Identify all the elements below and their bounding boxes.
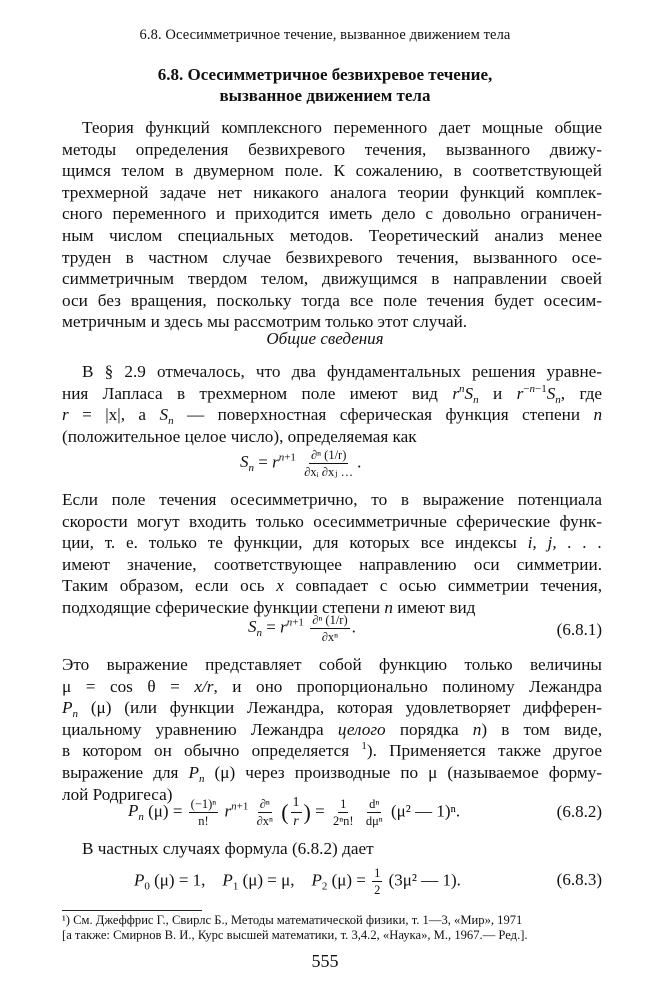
footnote-marker: 1 [361,740,367,753]
formula-6-8-3: $P_0$ (μ) = 1, $P_1$ (μ) = μ, $P_2$ (μ) = $\frac{1}{2}$ (3μ² — 1). [134,866,461,897]
p3-line3a: ции, т. е. только те функции, для которых все индексы [62,533,517,553]
footnote-line1: ¹) См. Джеффрис Г., Свирлс Б., Методы математической физики, т. 1—3, «Мир», 1971 [62,913,523,927]
p2-line2a: ния Лапласа в трехмерном поле имеют вид [62,383,438,403]
intro-line: труден в частном случае безвихревого течения, вызванного осе- [62,247,602,267]
p2-line3a: = |x|, а [82,405,147,425]
p3-line2: скорости могут входить только осесимметричные сферические функ- [62,511,602,531]
section-title [0,64,650,106]
section-title-line1: 6.8. Осесимметричное безвихревое течение, [157,65,493,84]
equation-number-6-8-3: (6.8.3) [556,870,602,889]
p3-line1: Если поле течения осесимметрично, то в выражение потенциала [62,490,602,509]
page-number: 555 [311,951,339,971]
p4-line1: Это выражение представляет собой функцию только величины [62,655,602,674]
paragraph-axisymmetric: Если поле течения осесимметрично, то в выражение потенциала скорости могут входить только осесимметричные сферические функ- ции, т. е. только те функции, для которых все индексы i, j, . . . имеют значение, соответствующее направлению оси симметрии. Таким образом, если ось x совпадает с осью симметрии течения, подходящие сферические функции степени n имеют вид [62,490,603,617]
footnote-divider [62,910,202,911]
subheading: Общие сведения [266,329,384,348]
intro-line: ным числом специальных методов. Теоретический анализ менее [62,225,602,245]
p4-line7: лой Родригеса) [62,784,173,804]
paragraph-laplace: В § 2.9 отмечалось, что два фундаментальных решения уравне- ния Лапласа в трехмерном поле имеют вид $r^nS_n$ и $r^{-n-1}S_n$, где r = |x|, а $S_n$ — поверхностная сферическая функция степени n (положительное целое число), определяемая как [62,362,603,446]
intro-line: трехмерной задаче нет никакого аналога теории функций комплек- [62,182,602,202]
section-title-line2: вызванное движением тела [219,86,431,105]
intro-paragraph [62,117,602,333]
p3-line4: имеют значение, соответствующее направлению оси симметрии. [62,554,602,574]
formula-denominator: ∂xᵢ ∂xⱼ … [304,465,354,479]
intro-line: симметричным твердом телом, движущимся в направлении своей [62,269,602,289]
p2-line1: В § 2.9 отмечалось, что два фундаментальных решения уравне- [82,362,602,381]
p2-line2b: и [492,383,503,403]
equation-number-6-8-2: (6.8.2) [556,802,602,821]
formula-6-8-2: $P_n$ (μ) = $\frac{\text{(−1)ⁿ}}{n!}$ $r^{n+1}$ $\frac{\text{∂ⁿ}}{\text{∂xⁿ}}$ ( $\frac{1}{r}$ ) = $\frac{1}{\text{2ⁿn!}}$ $\frac{\text{dⁿ}}{\text{dμⁿ}}$ (μ² — 1)ⁿ. [128,795,461,829]
p2-line3b: — поверхностная сферическая функция степени [186,405,581,425]
running-header: 6.8. Осесимметричное течение, вызванное движением тела [139,27,511,43]
formula-6-8-1: $S_n = r^{n+1}$ $\frac{\text{∂ⁿ (1/r)}}{\text{∂xⁿ}}$ . [248,613,356,644]
p2-line4: (положительное целое число), определяемая как [62,426,417,446]
intro-line: оси без вращения, поскольку тогда все поле течения будет осесим- [62,290,602,310]
p3-indices: i, j, . . . [527,533,602,553]
intro-line: Теория функций комплексного переменного дает мощные общие [82,118,602,137]
intro-line: метричным и здесь мы рассмотрим только этот случай. [62,312,468,332]
p2-line2c: , где [560,383,603,403]
paragraph-special-cases: В частных случаях формула (6.8.2) дает [82,839,374,858]
equation-number-6-8-1: (6.8.1) [556,620,602,639]
footnote-line2: [а также: Смирнов В. И., Курс высшей математики, т. 3,4.2, «Наука», М., 1967.— Ред.]. [62,928,528,942]
formula-numerator: ∂ⁿ (1/r) [310,448,347,462]
intro-line: методы определения безвихревого течения, вызванного движу- [62,139,602,159]
formula-sn-general: $S_n = r^{n+1}$ $\frac{\text{∂ⁿ (1/r)}}{\text{∂xᵢ ∂xⱼ …}}$ . [240,448,362,479]
intro-line: щимся телом в двумерном поле. К сожалению, в соответствующей [62,161,602,181]
intro-line: сного переменного и приходится иметь дело с довольно ограничен- [62,204,602,224]
paragraph-legendre: Это выражение представляет собой функцию только величины μ = cos θ = x/r, и оно пропорционально полиному Лежандра $P_n$ (μ) (или функции Лежандра, которая удовлетворяет дифферен- циальному уравнению Лежандра целого порядка n) в том виде, в котором он обычно определяется $^1$). Применяется также другое выражение для $P_n$ (μ) через производные по μ (называемое формy- лой Родригеса) [62,655,603,804]
footnote [62,913,610,943]
